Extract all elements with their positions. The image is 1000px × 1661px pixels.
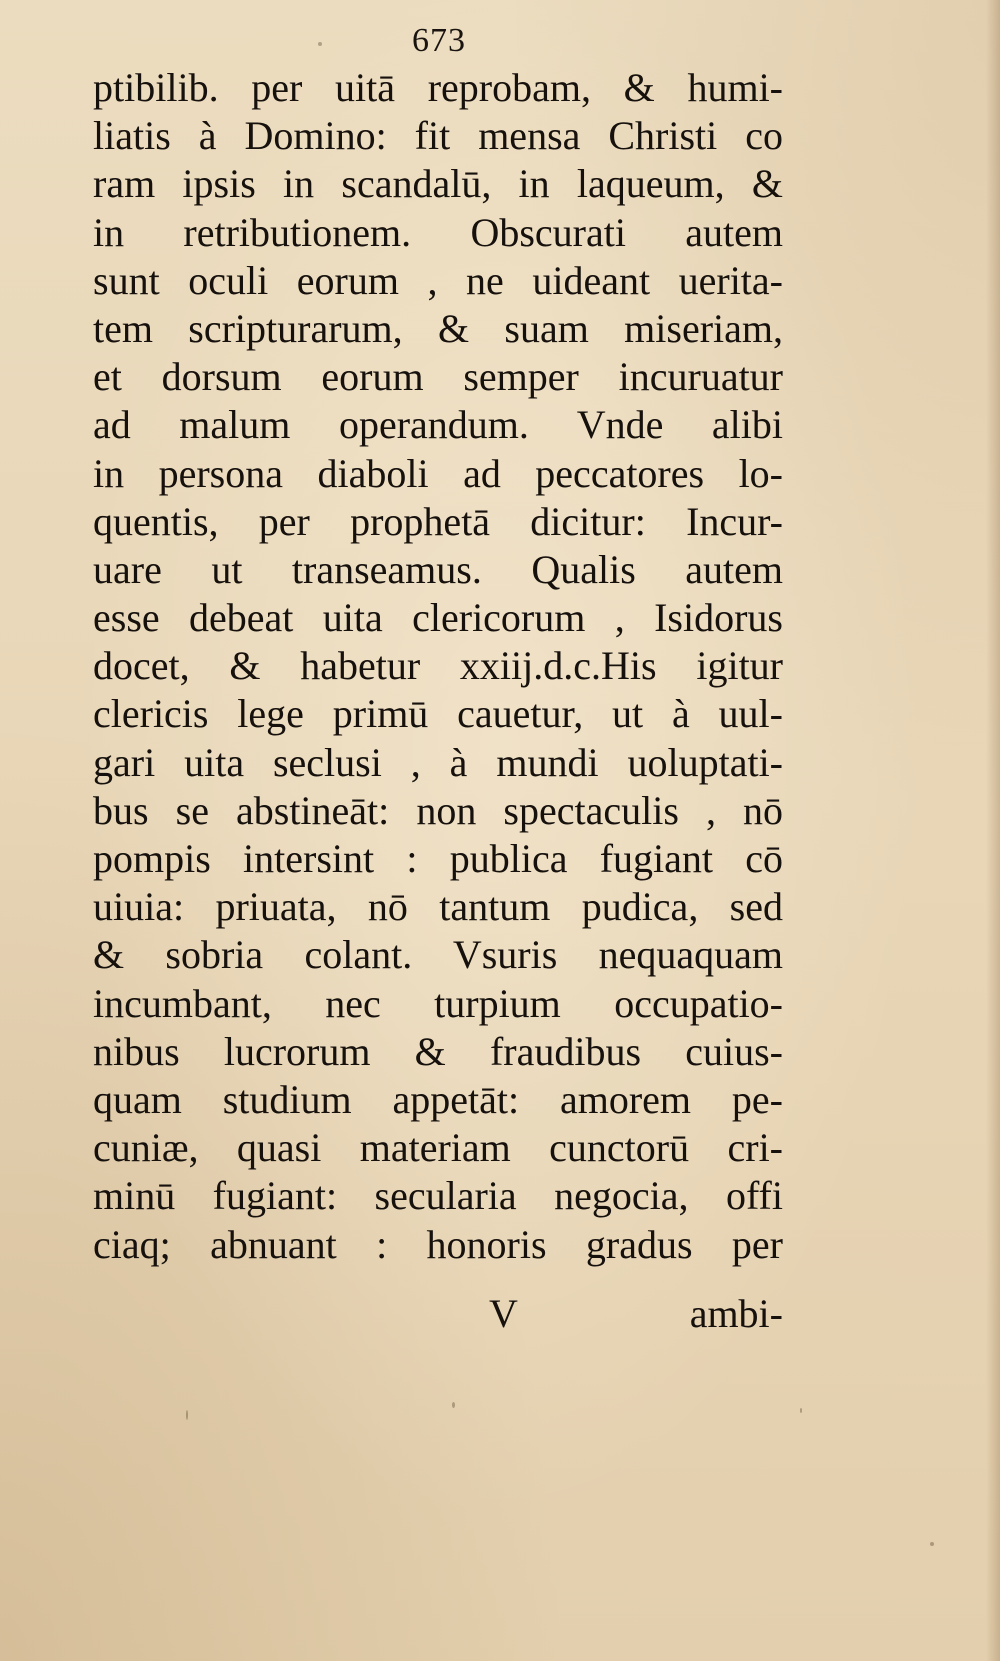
paper-speck: [318, 42, 322, 46]
text-line: sunt oculi eorum , ne uideant uerita-: [93, 257, 783, 303]
text-line: esse debeat uita clericorum , Isidorus: [93, 595, 783, 641]
text-line: et dorsum eorum semper incuruatur: [93, 354, 783, 400]
text-line: tem scripturarum, & suam miseriam,: [93, 305, 783, 351]
text-line: liatis à Domino: fit mensa Christi co: [93, 113, 783, 159]
text-line: uiuia: priuata, nō tantum pudica, sed: [93, 884, 783, 930]
text-line: gari uita seclusi , à mundi uoluptati-: [93, 739, 783, 785]
text-line: & sobria colant. Vsuris nequaquam: [93, 932, 783, 978]
text-line: ptibilib. per uitā reprobam, & humi-: [93, 65, 783, 110]
text-line: in persona diaboli ad peccatores lo-: [93, 450, 783, 496]
text-line: quam studium appetāt: amorem pe-: [93, 1076, 783, 1122]
catchword: ambi-: [689, 1291, 783, 1336]
text-line: docet, & habetur xxiij.d.c.His igitur: [93, 643, 783, 689]
page-number: 673: [412, 22, 466, 59]
text-line: clericis lege primū cauetur, ut à uul-: [93, 691, 783, 737]
text-block: [93, 64, 783, 1269]
paper-speck: [800, 1408, 802, 1413]
text-line: incumbant, nec turpium occupatio-: [93, 980, 783, 1026]
text-line: ad malum operandum. Vnde alibi: [93, 402, 783, 448]
text-line: in retributionem. Obscurati autem: [93, 209, 783, 255]
page-edge-shadow: [986, 0, 1000, 1661]
paper-speck: [452, 1402, 455, 1408]
text-line: ram ipsis in scandalū, in laqueum, &: [93, 161, 783, 207]
text-line: minū fugiant: secularia negocia, offi: [93, 1173, 783, 1219]
text-line: cuniæ, quasi materiam cunctorū cri-: [93, 1125, 783, 1171]
text-line: pompis intersint : publica fugiant cō: [93, 836, 783, 881]
paper-speck: [930, 1542, 934, 1546]
signature-mark: V: [489, 1291, 518, 1336]
text-line: ciaq; abnuant : honoris gradus per: [93, 1221, 783, 1267]
text-line: quentis, per prophetā dicitur: Incur-: [93, 498, 783, 544]
text-line: uare ut transeamus. Qualis autem: [93, 546, 783, 592]
text-line: bus se abstineāt: non spectaculis , nō: [93, 787, 783, 833]
text-line: nibus lucrorum & fraudibus cuius-: [93, 1028, 783, 1074]
paper-speck: [186, 1410, 188, 1420]
footer-line: [93, 1290, 783, 1340]
